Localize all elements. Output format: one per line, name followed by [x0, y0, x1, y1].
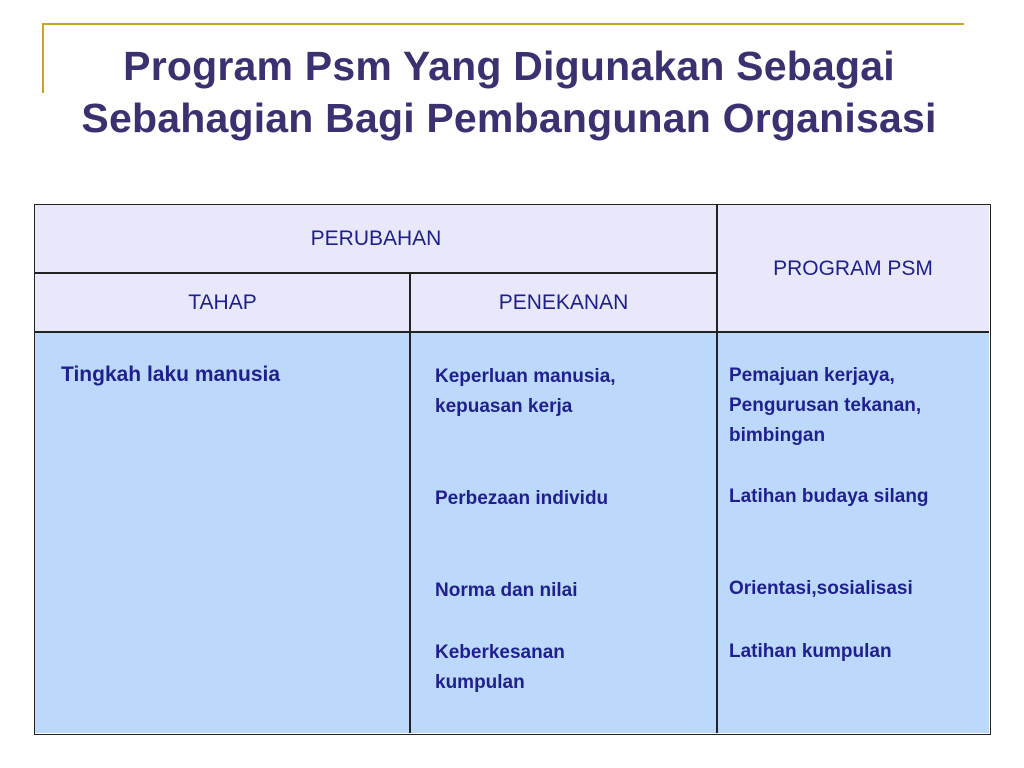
header-perubahan-label: PERUBAHAN — [310, 227, 442, 250]
program-item: Orientasi,sosialisasi — [729, 578, 913, 599]
slide-title: Program Psm Yang Digunakan Sebagai Sebahagian Bagi Pembangunan Organisasi — [81, 43, 937, 141]
program-item: Latihan budaya silang — [729, 486, 929, 507]
header-penekanan-label: PENEKANAN — [498, 290, 629, 314]
penekanan-item: Keberkesanan kumpulan — [435, 642, 565, 693]
header-program-psm — [717, 205, 989, 332]
header-perubahan — [35, 205, 717, 273]
grid-line — [35, 272, 717, 274]
penekanan-item: Norma dan nilai — [435, 580, 578, 601]
header-program-psm-label: PROGRAM PSM — [773, 256, 933, 280]
grid-line — [35, 331, 989, 333]
title-container — [44, 40, 974, 202]
header-tahap-label: TAHAP — [188, 290, 257, 314]
program-item: Latihan kumpulan — [729, 641, 892, 662]
grid-line — [716, 205, 718, 733]
penekanan-item: Keperluan manusia, kepuasan kerja — [435, 366, 616, 417]
program-item: Pemajuan kerjaya, Pengurusan tekanan, bimbingan — [729, 365, 922, 446]
psm-table — [34, 204, 991, 735]
penekanan-item: Perbezaan individu — [435, 488, 609, 509]
grid-line — [409, 272, 411, 733]
header-penekanan — [410, 273, 717, 332]
accent-line-top — [42, 23, 964, 25]
tahap-value: Tingkah laku manusia — [61, 363, 281, 386]
body-tahap-cell — [35, 332, 410, 733]
header-tahap — [35, 273, 410, 332]
